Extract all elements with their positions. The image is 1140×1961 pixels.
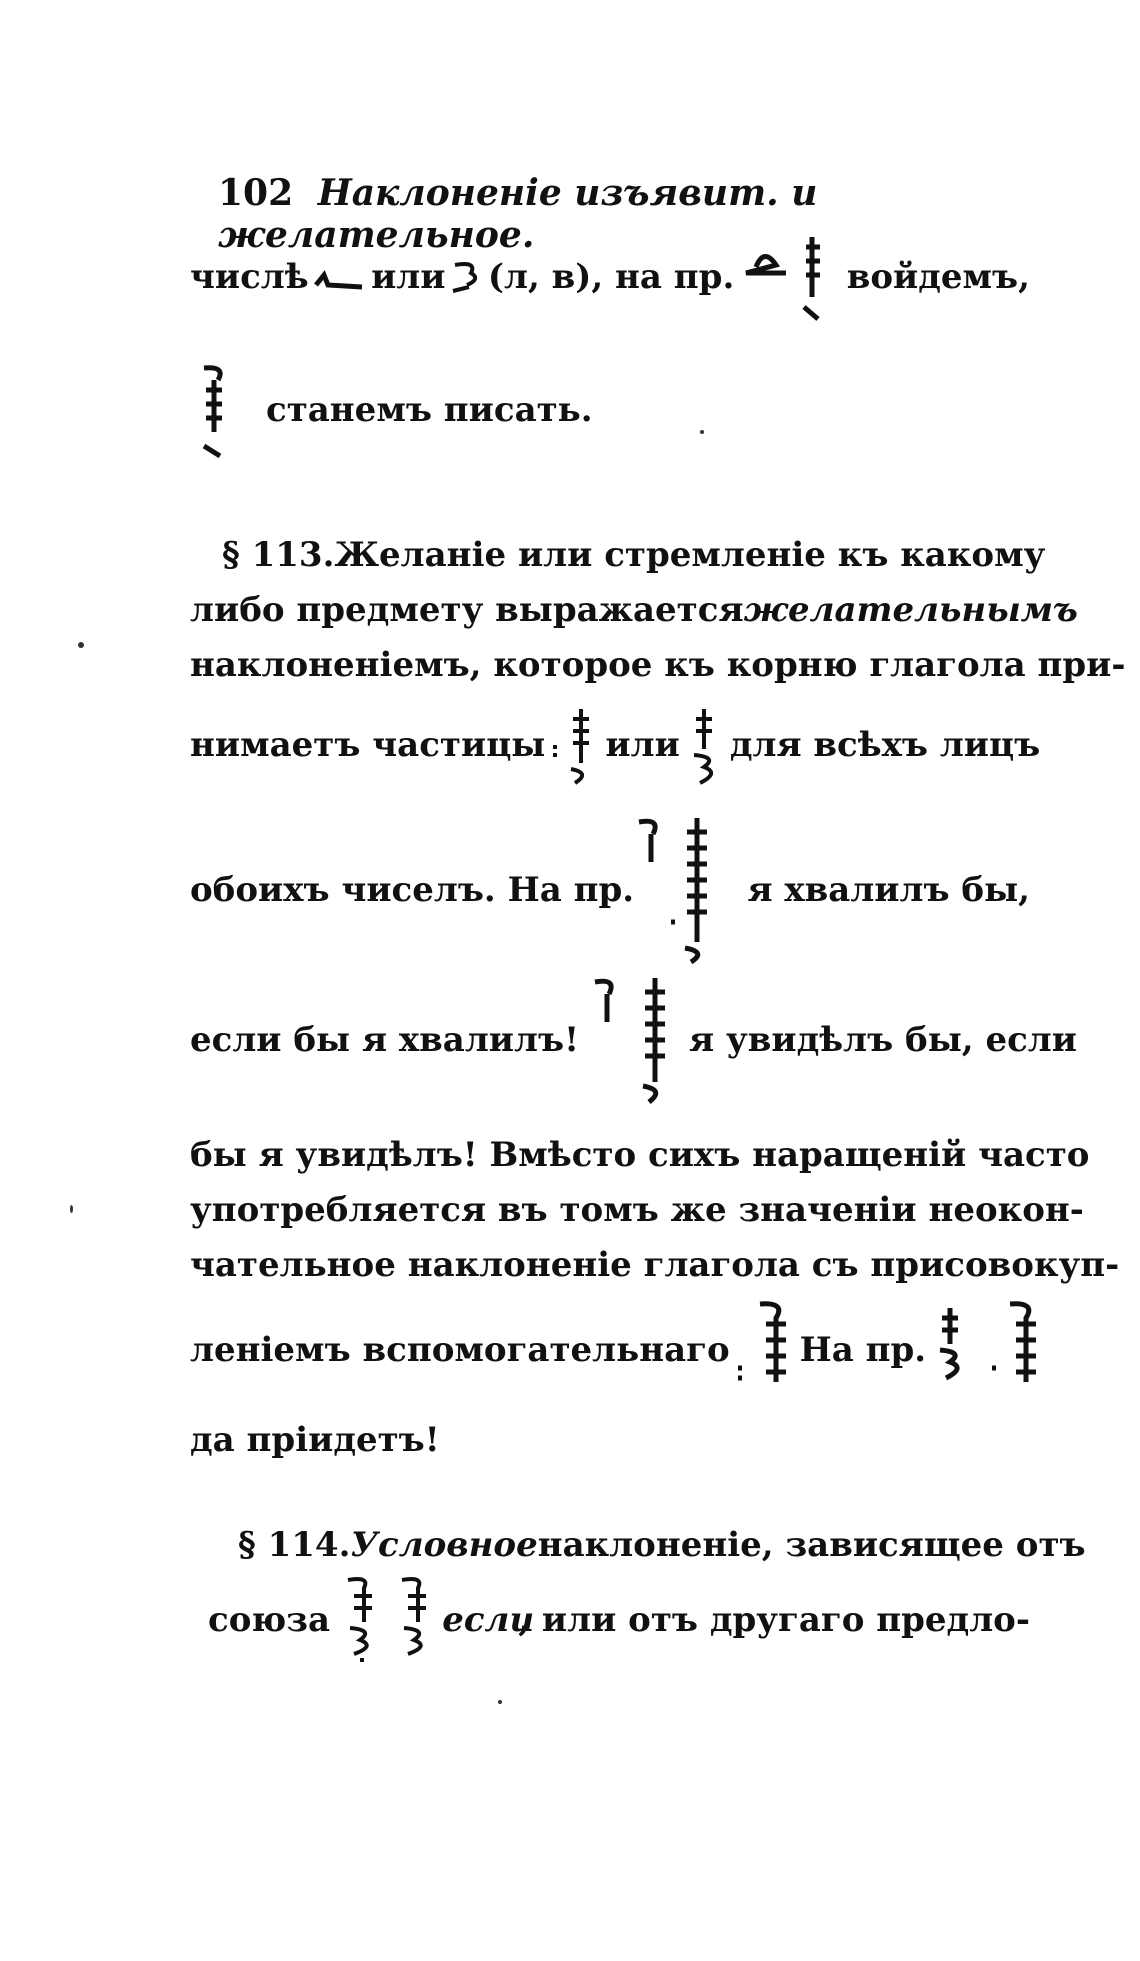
section-113-line-10 bbox=[190, 1295, 1030, 1405]
text-segment: обоихъ чиселъ. На пр. bbox=[190, 870, 635, 910]
running-title: Наклоненіе изъявит. и желательное. bbox=[218, 172, 818, 256]
text-segment: или bbox=[605, 725, 680, 765]
text-segment: я увидѣлъ бы, если bbox=[689, 1020, 1077, 1060]
mongolian-script-glyph-icon bbox=[579, 972, 689, 1108]
section-114-line-1 bbox=[238, 1520, 1086, 1570]
text-segment: да пріидетъ! bbox=[190, 1420, 440, 1460]
page-number: 102 bbox=[218, 172, 294, 214]
text-segment: чательное наклоненіе глагола съ присовокуп- bbox=[190, 1245, 1120, 1285]
text-segment: наклоненіемъ, которое къ корню глагола при- bbox=[190, 645, 1126, 685]
section-113-line-2 bbox=[190, 585, 1078, 635]
section-113-line-5 bbox=[190, 810, 1030, 970]
section-113-line-11 bbox=[190, 1415, 1030, 1465]
mongolian-script-glyph-icon bbox=[388, 1572, 438, 1668]
section-113-line-1 bbox=[222, 530, 1046, 580]
scan-speck bbox=[498, 1700, 502, 1704]
section-114-line-2 bbox=[208, 1570, 1030, 1670]
section-113-line-3 bbox=[190, 640, 1126, 690]
mongolian-script-glyph-icon bbox=[190, 360, 250, 460]
mongolian-script-glyph-icon bbox=[447, 257, 487, 297]
text-line-1 bbox=[190, 222, 1030, 332]
text-segment-italic: Условное bbox=[350, 1525, 538, 1565]
section-113-line-6 bbox=[190, 970, 1077, 1110]
mongolian-script-glyph-icon bbox=[926, 1298, 1046, 1402]
section-113-line-4 bbox=[190, 700, 1041, 790]
section-113-line-8 bbox=[190, 1185, 1084, 1235]
text-segment: наклоненіе, зависящее отъ bbox=[537, 1525, 1086, 1565]
mongolian-script-glyph-icon bbox=[310, 257, 370, 297]
text-segment: войдемъ, bbox=[846, 257, 1030, 297]
text-segment: Желаніе или стремленіе къ какому bbox=[334, 535, 1046, 575]
text-segment-italic: желательнымъ bbox=[743, 590, 1078, 630]
scan-speck bbox=[700, 430, 704, 434]
mongolian-script-glyph-icon bbox=[680, 703, 730, 787]
text-segment-italic: если bbox=[442, 1600, 535, 1640]
text-segment: числѣ bbox=[190, 257, 309, 297]
text-segment: бы я увидѣлъ! Вмѣсто сихъ наращеній часто bbox=[190, 1135, 1090, 1175]
mongolian-script-glyph-icon bbox=[334, 1572, 384, 1668]
text-segment: союза bbox=[208, 1600, 330, 1640]
text-line-2 bbox=[190, 355, 1030, 465]
mongolian-script-glyph-icon bbox=[730, 1298, 800, 1402]
text-segment: леніемъ вспомогательнаго bbox=[190, 1330, 730, 1370]
section-113-line-7 bbox=[190, 1130, 1090, 1180]
section-mark-113: § 113. bbox=[222, 535, 335, 575]
text-segment: станемъ писать. bbox=[266, 390, 593, 430]
text-segment: я хвалилъ бы, bbox=[747, 870, 1030, 910]
text-segment: На пр. bbox=[799, 1330, 927, 1370]
text-segment: для всѣхъ лицъ bbox=[729, 725, 1041, 765]
text-segment: или bbox=[371, 257, 446, 297]
text-segment: , или отъ другаго предло- bbox=[518, 1600, 1030, 1640]
text-segment: (л, в), на пр. bbox=[487, 257, 735, 297]
scan-speck bbox=[78, 642, 84, 648]
scan-speck bbox=[70, 1205, 73, 1213]
mongolian-script-glyph-icon bbox=[736, 227, 846, 327]
mongolian-script-glyph-icon bbox=[621, 812, 731, 968]
text-segment: нимаетъ частицы bbox=[190, 725, 546, 765]
mongolian-script-glyph-icon bbox=[545, 703, 605, 787]
section-mark-114: § 114. bbox=[238, 1525, 351, 1565]
text-segment: употребляется въ томъ же значеніи неокон- bbox=[190, 1190, 1084, 1230]
text-segment: либо предмету выражается bbox=[190, 590, 744, 630]
text-segment: если бы я хвалилъ! bbox=[190, 1020, 580, 1060]
section-113-line-9 bbox=[190, 1240, 1120, 1290]
